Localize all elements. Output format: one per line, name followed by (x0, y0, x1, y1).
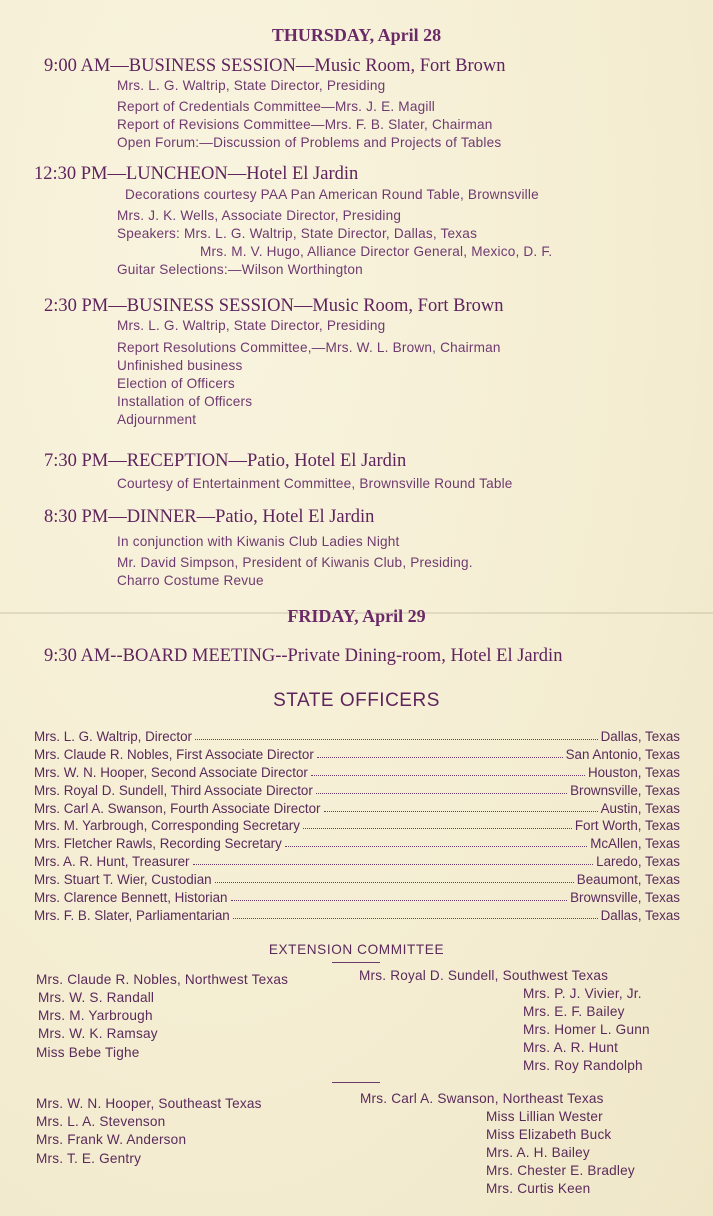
event-line: Open Forum:—Discussion of Problems and Projects of Tables (117, 135, 502, 150)
officer-city: Fort Worth, Texas (574, 818, 680, 833)
committee-member: Mrs. E. F. Bailey (523, 1004, 625, 1019)
officer-name: Mrs. Stuart T. Wier, Custodian (34, 872, 212, 887)
officer-city: Dallas, Texas (600, 908, 680, 923)
officer-row (34, 745, 680, 762)
event-line: Guitar Selections:—Wilson Worthington (117, 262, 363, 277)
committee-member: Mrs. W. S. Randall (38, 990, 155, 1005)
officer-row (34, 816, 680, 833)
committee-member: Mrs. A. R. Hunt (523, 1040, 619, 1055)
officer-city: San Antonio, Texas (565, 747, 680, 762)
officer-name: Mrs. W. N. Hooper, Second Associate Director (34, 765, 308, 780)
officer-name: Mrs. Claude R. Nobles, First Associate Director (34, 747, 314, 762)
leader-dots (285, 845, 587, 847)
officer-row (34, 763, 680, 780)
officer-name: Mrs. Carl A. Swanson, Fourth Associate Director (34, 801, 321, 816)
officer-city: Brownsville, Texas (570, 783, 680, 798)
committee-member: Mrs. Chester E. Bradley (486, 1163, 635, 1178)
committee-member: Mrs. L. A. Stevenson (36, 1114, 166, 1129)
friday-day-heading: FRIDAY, April 29 (287, 606, 426, 626)
leader-dots (233, 917, 598, 919)
officer-name: Mrs. Clarence Bennett, Historian (34, 890, 228, 905)
event-line: Speakers: Mrs. L. G. Waltrip, State Director, Dallas, Texas (117, 226, 478, 241)
committee-member: Mrs. Frank W. Anderson (36, 1132, 187, 1147)
leader-dots (195, 738, 598, 740)
event-line: Report of Credentials Committee—Mrs. J. E. Magill (117, 99, 436, 114)
event-line: Decorations courtesy PAA Pan American Round Table, Brownsville (125, 187, 539, 202)
officer-name: Mrs. Royal D. Sundell, Third Associate Director (34, 783, 313, 798)
divider-rule (332, 962, 380, 963)
southeast-lead: Mrs. W. N. Hooper, Southeast Texas (36, 1096, 262, 1111)
event-line: Mrs. M. V. Hugo, Alliance Director General, Mexico, D. F. (200, 244, 553, 259)
committee-member: Mrs. Curtis Keen (486, 1181, 591, 1196)
event-line: Report of Revisions Committee—Mrs. F. B. Slater, Chairman (117, 117, 493, 132)
officer-city: McAllen, Texas (590, 836, 680, 851)
event-line: Unfinished business (117, 358, 243, 373)
event-heading-luncheon: 12:30 PM—LUNCHEON—Hotel El Jardin (34, 164, 359, 184)
divider-rule (332, 1082, 380, 1083)
committee-member: Mrs. Homer L. Gunn (523, 1022, 650, 1037)
leader-dots (311, 774, 585, 776)
event-line: Mr. David Simpson, President of Kiwanis Club, Presiding. (117, 555, 473, 570)
officer-name: Mrs. L. G. Waltrip, Director (34, 729, 192, 744)
officer-row (34, 888, 680, 905)
officer-row (34, 906, 680, 923)
committee-member: Mrs. W. K. Ramsay (38, 1026, 158, 1041)
officer-name: Mrs. Fletcher Rawls, Recording Secretary (34, 836, 282, 851)
leader-dots (303, 827, 572, 829)
event-line: Charro Costume Revue (117, 573, 264, 588)
event-line: In conjunction with Kiwanis Club Ladies Night (117, 534, 400, 549)
committee-member: Mrs. Roy Randolph (523, 1058, 643, 1073)
event-heading-business-session-afternoon: 2:30 PM—BUSINESS SESSION—Music Room, Fort Brown (44, 296, 504, 316)
committee-member: Miss Lillian Wester (486, 1109, 603, 1124)
event-heading-board-meeting: 9:30 AM--BOARD MEETING--Private Dining-room, Hotel El Jardin (44, 646, 563, 666)
event-line: Report Resolutions Committee,—Mrs. W. L. Brown, Chairman (117, 340, 501, 355)
leader-dots (193, 863, 594, 865)
state-officers-heading: STATE OFFICERS (273, 690, 440, 711)
northeast-lead: Mrs. Carl A. Swanson, Northeast Texas (360, 1091, 604, 1106)
event-line: Election of Officers (117, 376, 235, 391)
southwest-lead: Mrs. Royal D. Sundell, Southwest Texas (359, 968, 609, 983)
committee-member: Mrs. P. J. Vivier, Jr. (523, 986, 642, 1001)
leader-dots (231, 899, 568, 901)
committee-member: Mrs. T. E. Gentry (36, 1151, 142, 1166)
officer-name: Mrs. F. B. Slater, Parliamentarian (34, 908, 230, 923)
officer-city: Beaumont, Texas (576, 872, 680, 887)
event-line: Courtesy of Entertainment Committee, Brownsville Round Table (117, 476, 513, 491)
thursday-day-heading: THURSDAY, April 28 (271, 25, 442, 45)
officer-name: Mrs. A. R. Hunt, Treasurer (34, 854, 190, 869)
leader-dots (317, 756, 563, 758)
event-line: Mrs. J. K. Wells, Associate Director, Presiding (117, 208, 402, 223)
officer-row (34, 870, 680, 887)
officer-row (34, 781, 680, 798)
committee-member: Mrs. M. Yarbrough (38, 1008, 153, 1023)
event-line: Installation of Officers (117, 394, 253, 409)
officer-name: Mrs. M. Yarbrough, Corresponding Secretary (34, 818, 300, 833)
event-line: Adjournment (117, 412, 197, 427)
event-line: Mrs. L. G. Waltrip, State Director, Presiding (117, 78, 386, 93)
leader-dots (324, 810, 598, 812)
officer-row (34, 799, 680, 816)
extension-committee-heading: EXTENSION COMMITTEE (268, 942, 445, 957)
event-heading-dinner: 8:30 PM—DINNER—Patio, Hotel El Jardin (44, 507, 375, 527)
committee-member: Miss Elizabeth Buck (486, 1127, 612, 1142)
officer-city: Brownsville, Texas (570, 890, 680, 905)
leader-dots (316, 792, 567, 794)
event-heading-business-session-morning: 9:00 AM—BUSINESS SESSION—Music Room, Fort Brown (44, 56, 506, 76)
officer-row (34, 834, 680, 851)
committee-member: Mrs. A. H. Bailey (486, 1145, 590, 1160)
officer-city: Dallas, Texas (600, 729, 680, 744)
committee-member: Miss Bebe Tighe (36, 1045, 140, 1060)
officer-city: Houston, Texas (587, 765, 680, 780)
officer-city: Laredo, Texas (596, 854, 680, 869)
officer-city: Austin, Texas (600, 801, 680, 816)
event-heading-reception: 7:30 PM—RECEPTION—Patio, Hotel El Jardin (44, 451, 407, 471)
event-line: Mrs. L. G. Waltrip, State Director, Presiding (117, 318, 386, 333)
officer-row (34, 852, 680, 869)
leader-dots (215, 881, 574, 883)
officer-row (34, 727, 680, 744)
northwest-lead: Mrs. Claude R. Nobles, Northwest Texas (36, 972, 289, 987)
